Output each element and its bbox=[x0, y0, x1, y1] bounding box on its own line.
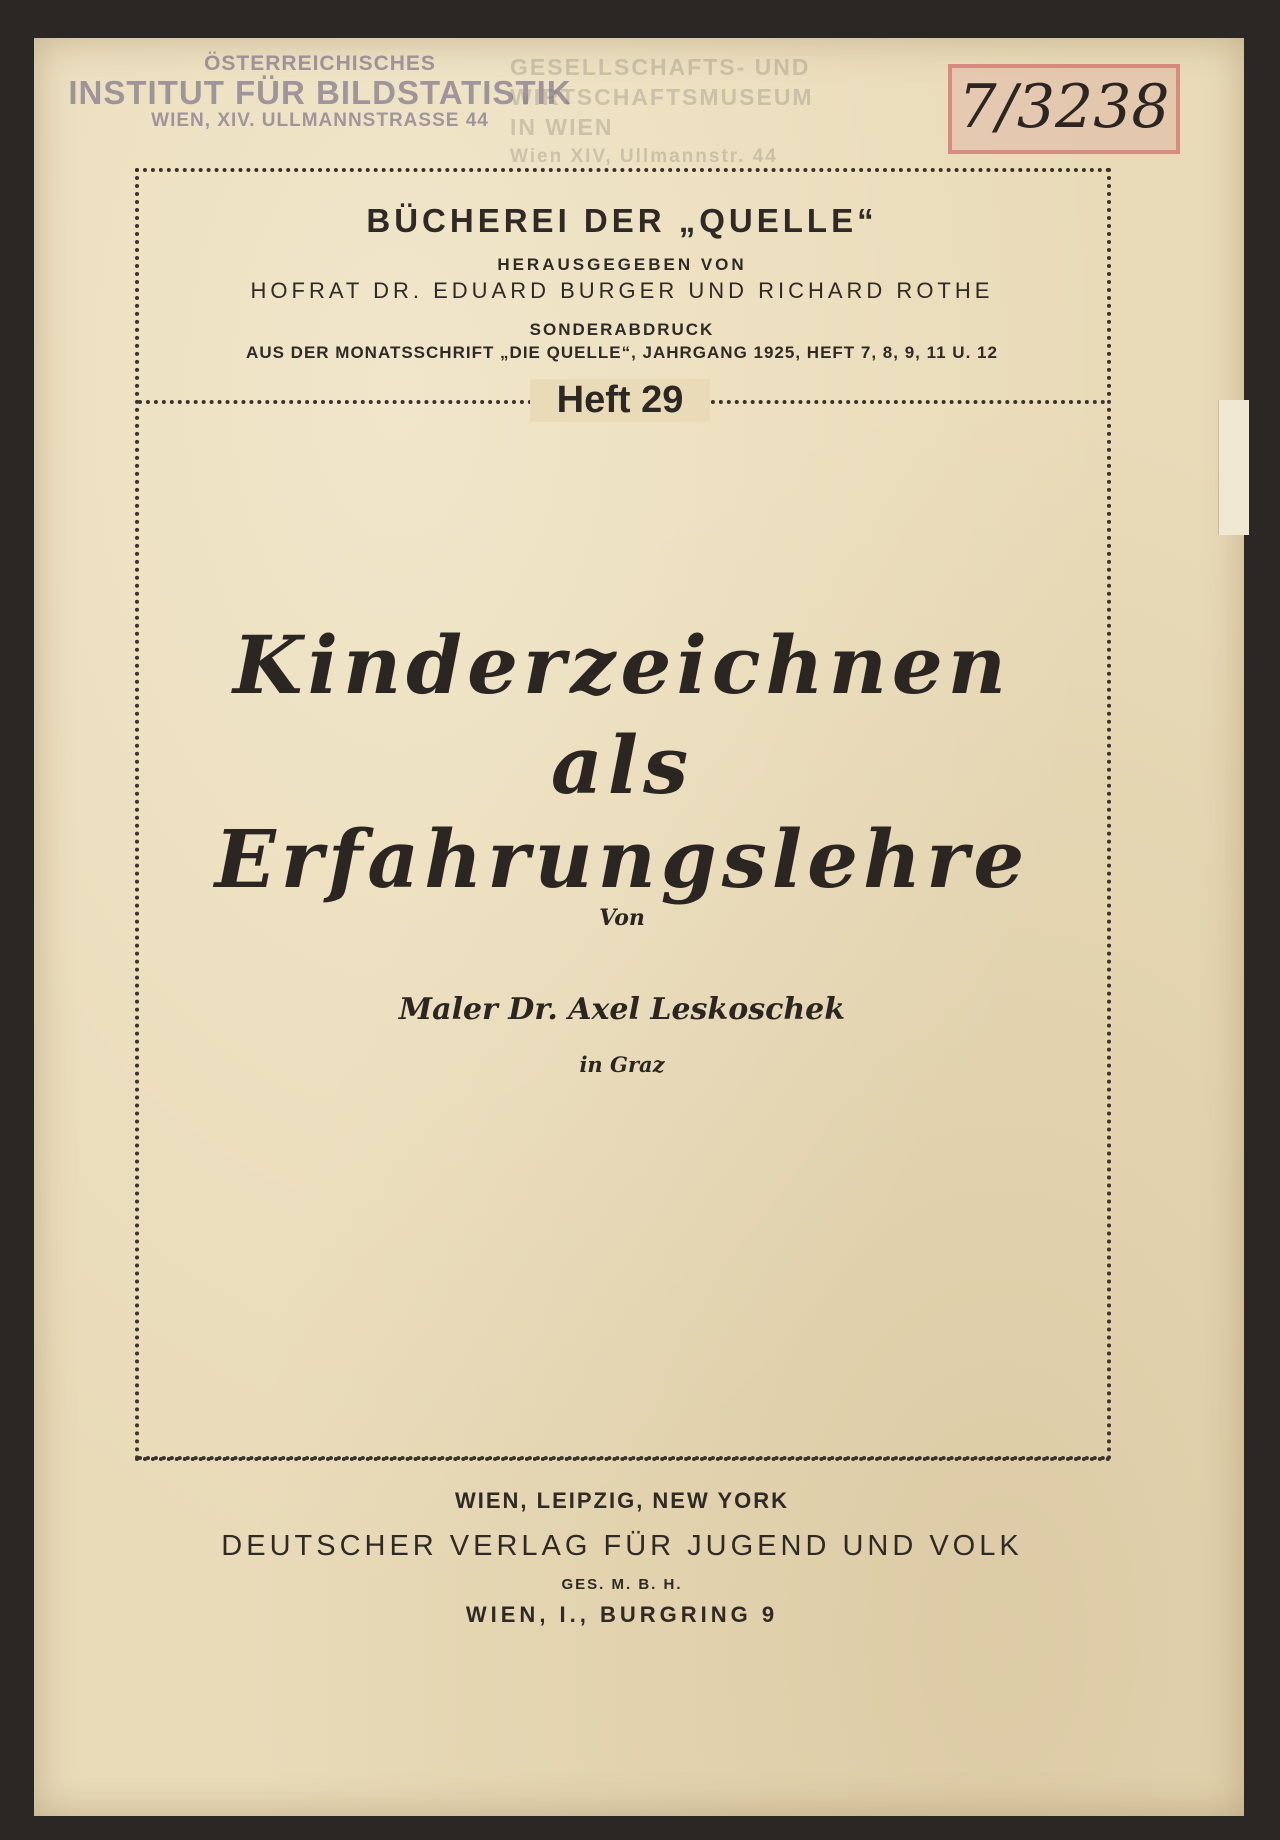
stamp-line: WIEN, XIV. ULLMANNSTRASSE 44 bbox=[151, 110, 489, 131]
editors: HOFRAT DR. EDUARD BURGER UND RICHARD ROTHE bbox=[250, 278, 994, 303]
source-line: AUS DER MONATSSCHRIFT „DIE QUELLE“, JAHRGANG 1925, HEFT 7, 8, 9, 11 U. 12 bbox=[246, 343, 998, 362]
publisher-cities: WIEN, LEIPZIG, NEW YORK bbox=[454, 1488, 790, 1513]
stamp-line: WIRTSCHAFTSMUSEUM bbox=[510, 84, 814, 110]
publisher-legal: GES. M. B. H. bbox=[561, 1576, 683, 1593]
offprint-label: SONDERABDRUCK bbox=[529, 320, 715, 339]
stamp-line: Wien XIV, Ullmannstr. 44 bbox=[510, 146, 778, 167]
stamp-line: INSTITUT FÜR BILDSTATISTIK bbox=[68, 74, 572, 111]
issue-number: Heft 29 bbox=[530, 379, 710, 422]
author-name: Maler Dr. Axel Leskoschek bbox=[398, 992, 846, 1027]
shelfmark-label bbox=[948, 64, 1180, 154]
title-line-2: als Erfahrungslehre bbox=[214, 718, 1030, 906]
museum-stamp bbox=[510, 52, 910, 172]
publisher-address: WIEN, I., BURGRING 9 bbox=[465, 1602, 779, 1627]
torn-edge bbox=[1218, 400, 1249, 535]
author-city: in Graz bbox=[579, 1052, 665, 1077]
edited-by: HERAUSGEGEBEN VON bbox=[497, 255, 747, 274]
stamp-line: GESELLSCHAFTS- UND bbox=[510, 54, 811, 80]
stamp-line: IN WIEN bbox=[510, 114, 614, 140]
series-title: BÜCHEREI DER „QUELLE“ bbox=[366, 202, 878, 239]
stamp-line: ÖSTERREICHISCHES bbox=[204, 52, 436, 75]
dotted-divider bbox=[138, 1456, 1106, 1460]
byline-von: Von bbox=[599, 905, 645, 931]
title-line-1: Kinderzeichnen bbox=[233, 618, 1011, 712]
publisher-name: DEUTSCHER VERLAG FÜR JUGEND UND VOLK bbox=[221, 1530, 1023, 1562]
shelfmark-text: 7/3238 bbox=[958, 72, 1170, 142]
